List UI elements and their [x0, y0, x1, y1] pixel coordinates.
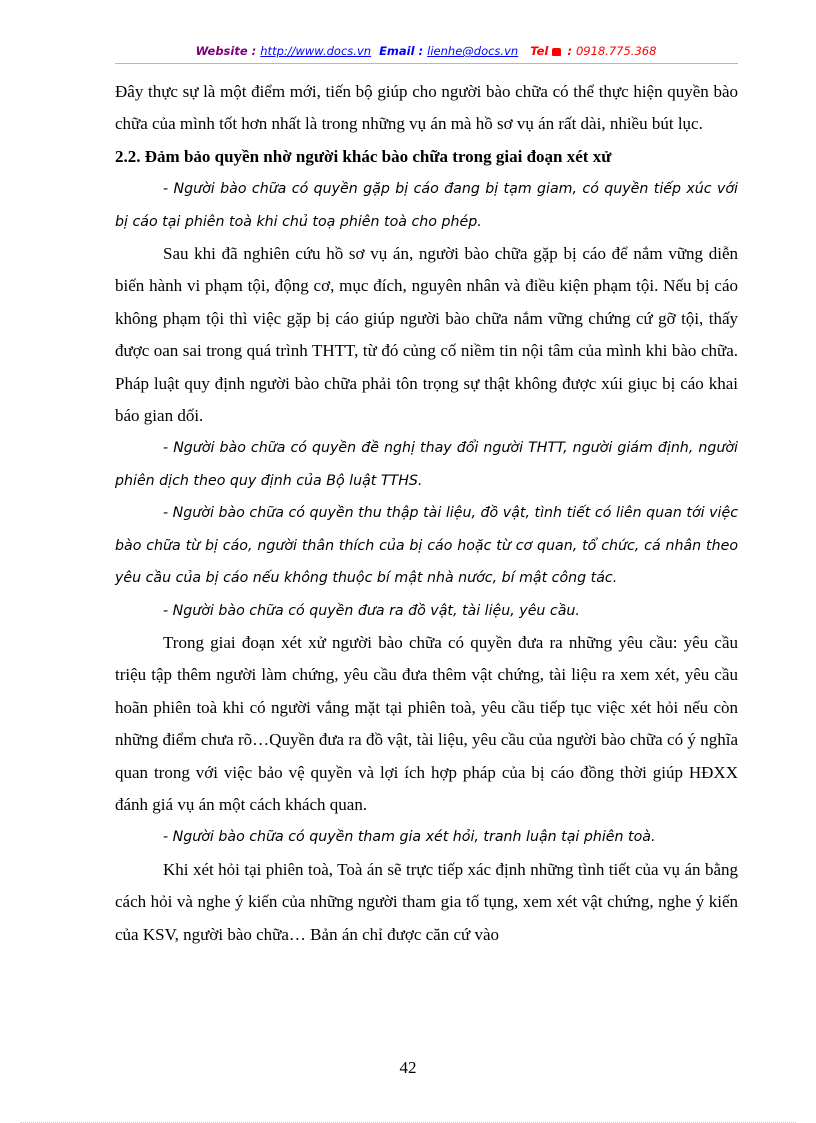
phone-icon: [552, 48, 561, 56]
paragraph-italic: - Người bào chữa có quyền thu thập tài liệu, đồ vật, tình tiết có liên quan tới việc bào chữa từ bị cáo, người thân thích của bị cáo hoặc từ cơ quan, tổ chức, cá nhân theo yêu cầu của bị cáo nếu không thuộc bí mật nhà nước, bí mật công tác.: [115, 505, 738, 587]
tel-separator: :: [563, 44, 576, 58]
document-body: [115, 76, 738, 951]
email-separator: :: [414, 44, 428, 58]
paragraph-italic: - Người bào chữa có quyền gặp bị cáo đang bị tạm giam, có quyền tiếp xúc với bị cáo tại phiên toà khi chủ toạ phiên toà cho phép.: [115, 181, 738, 230]
paragraph: Sau khi đã nghiên cứu hồ sơ vụ án, người bào chữa gặp bị cáo để nắm vững diễn biến hành vi phạm tội, động cơ, mục đích, nguyên nhân và điều kiện phạm tội. Nếu bị cáo không phạm tội thì việc gặp bị cáo giúp người bào chữa nắm vững chứng cứ gỡ tội, thấy được oan sai trong quá trình THTT, từ đó củng cố niềm tin nội tâm của mình khi bào chữa. Pháp luật quy định người bào chữa phải tôn trọng sự thật không được xúi giục bị cáo khai báo gian dối.: [115, 244, 738, 426]
website-separator: :: [247, 44, 261, 58]
paragraph: Khi xét hỏi tại phiên toà, Toà án sẽ trực tiếp xác định những tình tiết của vụ án bằng cách hỏi và nghe ý kiến của những người tham gia tố tụng, xem xét vật chứng, nghe ý kiến của KSV, người bào chữa… Bản án chỉ được căn cứ vào: [115, 859, 738, 944]
paragraph: Trong giai đoạn xét xử người bào chữa có quyền đưa ra những yêu cầu: yêu cầu triệu tập thêm người làm chứng, yêu cầu đưa thêm vật chứng, tài liệu ra xem xét, yêu cầu hoãn phiên toà khi có người vắng mặt tại phiên toà, yêu cầu tiếp tục việc xét hỏi nếu còn những điểm chưa rõ…Quyền đưa ra đồ vật, tài liệu, yêu cầu của người bào chữa có ý nghĩa quan trong với việc bảo vệ quyền và lợi ích hợp pháp của bị cáo đồng thời giúp HĐXX đánh giá vụ án một cách khách quan.: [115, 632, 738, 814]
tel-number: 0918.775.368: [575, 44, 657, 58]
email-label: Email: [379, 44, 415, 58]
paragraph-italic: - Người bào chữa có quyền đưa ra đồ vật, tài liệu, yêu cầu.: [163, 602, 580, 619]
paragraph-italic: - Người bào chữa có quyền đề nghị thay đổi người THTT, người giám định, người phiên dịch theo quy định của Bộ luật TTHS.: [115, 440, 738, 489]
paragraph: Đây thực sự là một điểm mới, tiến bộ giúp cho người bào chữa có thể thực hiện quyền bào chữa của mình tốt hơn nhất là trong những vụ án mà hồ sơ vụ án rất dài, nhiều bút lục.: [115, 82, 738, 134]
website-link[interactable]: http://www.docs.vn: [260, 44, 372, 58]
email-link[interactable]: lienhe@docs.vn: [427, 44, 519, 58]
header-divider: [115, 63, 738, 64]
document-header: [115, 44, 737, 58]
section-heading: 2.2. Đảm bảo quyền nhờ người khác bào chữa trong giai đoạn xét xử: [115, 146, 612, 166]
tel-label: Tel: [530, 44, 549, 58]
paragraph-italic: - Người bào chữa có quyền tham gia xét hỏi, tranh luận tại phiên toà.: [163, 829, 656, 846]
page-number: 42: [399, 1058, 417, 1077]
website-label: Website: [195, 44, 248, 58]
